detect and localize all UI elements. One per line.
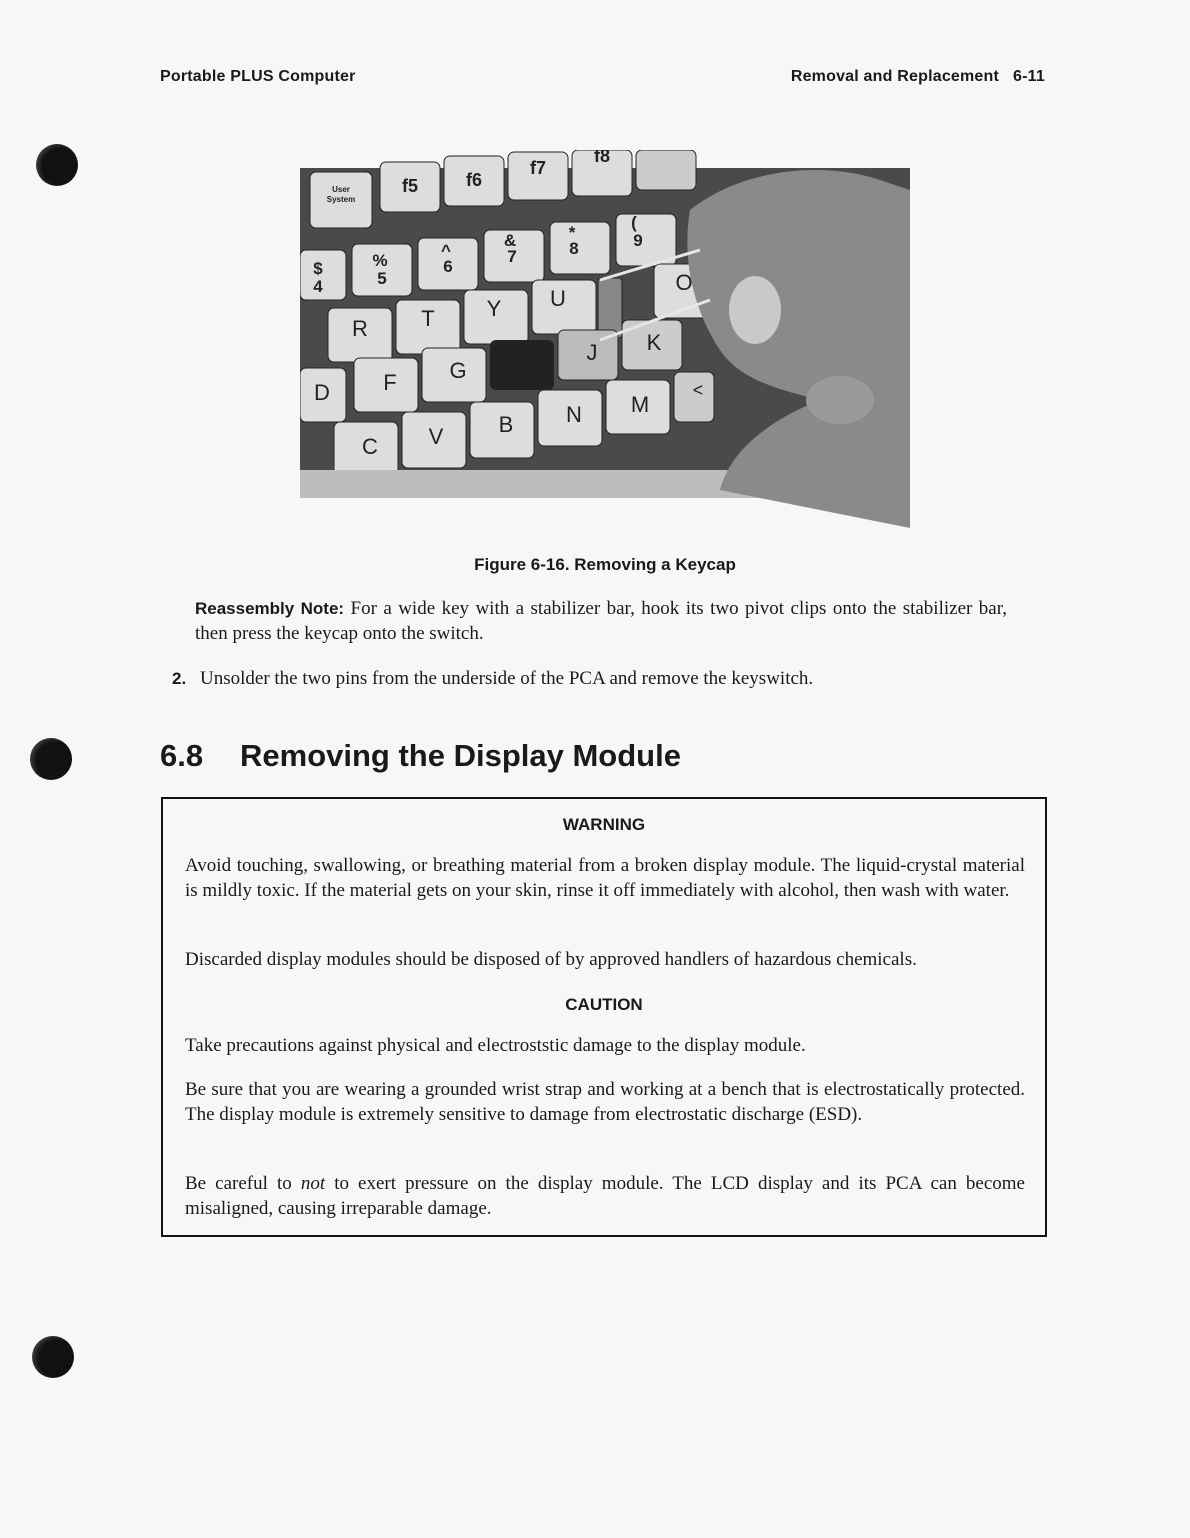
running-header-section [777, 68, 1045, 86]
key-comma: < [692, 380, 704, 400]
key-v: V [428, 424, 444, 449]
key-9-shift: ( [631, 213, 637, 232]
reassembly-note-text: For a wide key with a stabilizer bar, hook its two pivot clips onto the stabilizer bar, then press the keycap onto the switch. [195, 598, 1008, 644]
caution-p3-end: to exert pressure on the display module. The LCD display and its PCA can become misaligned, causing irreparable damage. [185, 1173, 1025, 1219]
key-5-shift: % [372, 251, 388, 270]
key-7: 7 [507, 247, 517, 266]
key-4: 4 [313, 277, 323, 296]
key-c: C [362, 434, 378, 459]
key-system-label: System [326, 195, 356, 204]
key-6-shift: ^ [441, 241, 451, 260]
section-number: 6.8 [160, 738, 204, 773]
key-9: 9 [633, 231, 643, 250]
key-f7: f7 [529, 158, 547, 178]
key-d: D [314, 380, 330, 405]
key-6: 6 [443, 257, 453, 276]
key-f5: f5 [401, 176, 419, 196]
caution-heading: CAUTION [565, 995, 643, 1014]
key-k: K [646, 330, 662, 355]
header-section-name: Removal and Replacement [790, 68, 1000, 85]
key-u: U [550, 286, 566, 311]
key-j: J [586, 340, 598, 365]
reassembly-note [195, 596, 1007, 646]
warning-heading: WARNING [562, 815, 646, 834]
key-b: B [498, 412, 514, 437]
caution-p3-emphasis: not [300, 1173, 326, 1194]
keycap-removal-photo [300, 150, 910, 528]
key-t: T [421, 306, 435, 331]
key-f6: f6 [465, 170, 483, 190]
step-number: 2. [172, 669, 187, 688]
running-header-title: Portable PLUS Computer [160, 68, 356, 85]
key-f8: f8 [593, 150, 611, 166]
binder-hole-top [36, 144, 78, 186]
key-m: M [630, 392, 650, 417]
binder-hole-middle [30, 738, 72, 780]
key-o: O [675, 270, 693, 295]
step-text: Unsolder the two pins from the underside of the PCA and remove the keyswitch. [200, 668, 814, 689]
section-title: Removing the Display Module [240, 738, 681, 773]
key-7-shift: & [503, 231, 517, 250]
key-n: N [566, 402, 582, 427]
caution-paragraph-1: Take precautions against physical and electroststic damage to the display module. [185, 1035, 806, 1056]
section-heading [160, 738, 681, 774]
key-8: 8 [569, 239, 579, 258]
key-user-label: User [332, 185, 350, 194]
key-5: 5 [377, 269, 387, 288]
key-8-shift: * [568, 223, 576, 242]
key-r: R [352, 316, 368, 341]
key-4-shift: $ [313, 259, 323, 278]
caution-paragraph-2: Be sure that you are wearing a grounded wrist strap and working at a bench that is electrostatically protected. The display module is extremely sensitive to damage from electrostatic discharge (ESD). [185, 1079, 1025, 1125]
warning-caution-box [161, 797, 1047, 1237]
figure-caption: Figure 6-16. Removing a Keycap [474, 555, 736, 574]
key-g: G [449, 358, 467, 383]
procedure-step [172, 666, 1012, 691]
binder-hole-bottom [32, 1336, 74, 1378]
key-f: F [383, 370, 397, 395]
warning-paragraph-1: Avoid touching, swallowing, or breathing material from a broken display module. The liquid-crystal material is mildly toxic. If the material gets on your skin, rinse it off immediately with alcohol, then wash with water. [185, 855, 1025, 901]
caution-p3-start: Be careful to [185, 1173, 301, 1194]
caution-paragraph-3 [185, 1171, 1025, 1221]
header-page-number: 6-11 [1013, 68, 1045, 85]
key-y: Y [486, 296, 502, 321]
reassembly-note-label: Reassembly Note: [195, 599, 345, 618]
warning-paragraph-2: Discarded display modules should be disposed of by approved handlers of hazardous chemicals. [185, 949, 917, 970]
